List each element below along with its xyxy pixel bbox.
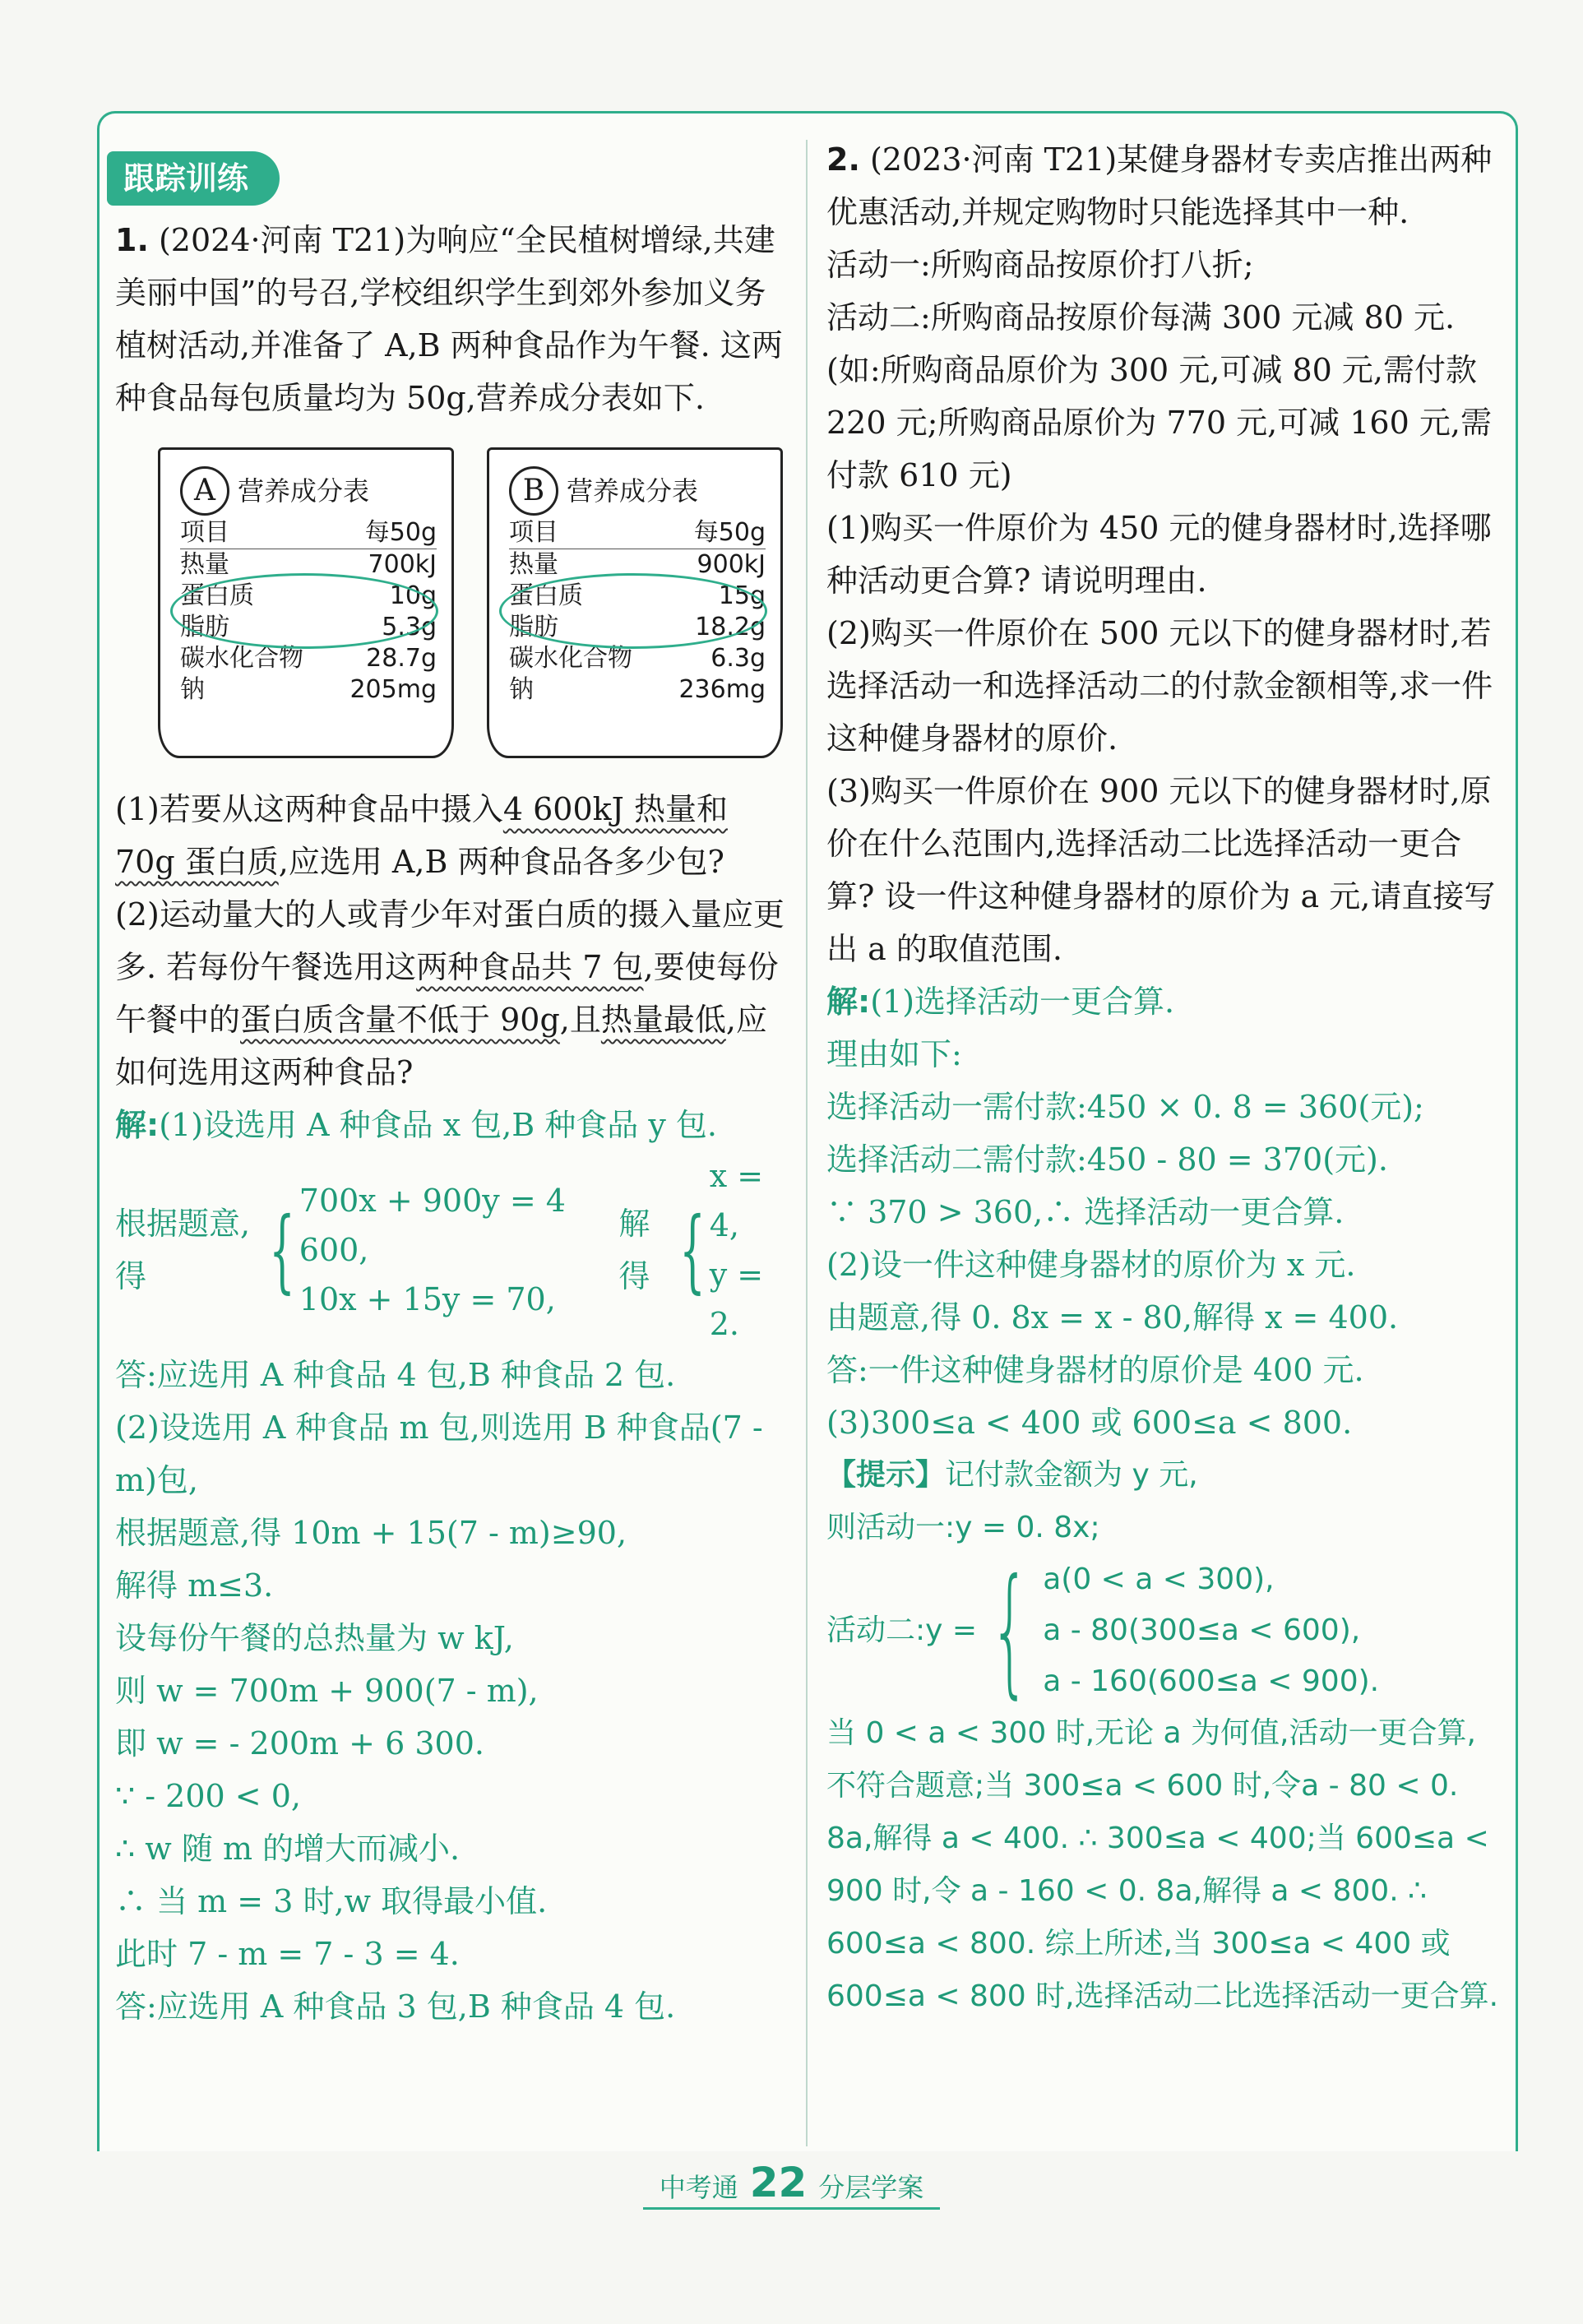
row-label: 碳水化合物 bbox=[180, 644, 303, 673]
table-title: 营养成分表 bbox=[238, 475, 370, 507]
activity-2: 活动二:所购商品按原价每满 300 元减 80 元. (如:所购商品原价为 300 元,可减 80 元,需付款 220 元;所购商品原价为 770 元,可减 160 元,需付款 610 元) bbox=[826, 299, 1492, 493]
text: (1)若要从这两种食品中摄入 bbox=[115, 791, 503, 827]
text: ,要使每份午餐中的 bbox=[115, 949, 779, 1038]
equation: 10x + 15y = 70, bbox=[299, 1281, 556, 1317]
hint-line: 记付款金额为 y 元, bbox=[945, 1458, 1198, 1492]
row-value: 5.3g bbox=[382, 613, 437, 641]
equation-system bbox=[115, 1151, 794, 1349]
row-value: 15g bbox=[718, 581, 766, 610]
row-value: 10g bbox=[389, 581, 437, 610]
food-a-logo: A bbox=[180, 466, 229, 516]
wavy-underline: 蛋白质含量不低于 90g bbox=[240, 1002, 560, 1038]
column-divider bbox=[806, 140, 808, 2146]
row-label: 钠 bbox=[180, 675, 205, 704]
solution-line: 理由如下: bbox=[826, 1036, 962, 1072]
question-1-number: 1. bbox=[115, 222, 149, 258]
row-value: 900kJ bbox=[697, 550, 766, 579]
nutrition-table-a bbox=[158, 447, 454, 758]
text: (2)运动量大的人或青少年对蛋白质的摄入量应更多. 若每份午餐选用这 bbox=[115, 896, 785, 985]
solution-label: 解: bbox=[826, 984, 871, 1020]
left-brace-icon: { bbox=[269, 1197, 295, 1303]
wavy-underline: 热量最低 bbox=[600, 1002, 726, 1038]
piece-case: a(0 < a < 300), bbox=[1043, 1562, 1275, 1596]
solution-line: 即 w = - 200m + 6 300. bbox=[115, 1725, 484, 1762]
row-value: 6.3g bbox=[710, 644, 766, 673]
food-b-logo: B bbox=[509, 466, 558, 516]
solution-line: 选择活动二需付款:450 - 80 = 370(元). bbox=[826, 1141, 1388, 1178]
solution-line: 答:应选用 A 种食品 4 包,B 种食品 2 包. bbox=[115, 1357, 676, 1393]
question-1-text: (2024·河南 T21)为响应“全民植树增绿,共建美丽中国”的号召,学校组织学生到郊外参加义务植树活动,并准备了 A,B 两种食品作为午餐. 这两种食品每包质量均为 50g,营养成分表如下. bbox=[115, 222, 783, 416]
solution-line: (1)选择活动一更合算. bbox=[870, 984, 1175, 1020]
question-1-solution bbox=[115, 1099, 794, 2033]
solution-line: 此时 7 - m = 7 - 3 = 4. bbox=[115, 1936, 460, 1972]
solution-line: 根据题意,得 10m + 15(7 - m)≥90, bbox=[115, 1515, 627, 1551]
row-value: 700kJ bbox=[368, 550, 437, 579]
section-badge: 跟踪训练 bbox=[107, 151, 280, 206]
left-brace-icon: { bbox=[989, 1549, 1030, 1712]
row-label: 钠 bbox=[509, 675, 534, 704]
question-2-text: (2023·河南 T21)某健身器材专卖店推出两种优惠活动,并规定购物时只能选择其中一种. bbox=[826, 141, 1493, 230]
solution-line: (2)设一件这种健身器材的原价为 x 元. bbox=[826, 1247, 1356, 1283]
footer-series: 分层学案 bbox=[818, 2172, 924, 2203]
left-brace-icon: { bbox=[678, 1197, 706, 1303]
page-number: 22 bbox=[749, 2159, 808, 2206]
row-label: 蛋白质 bbox=[509, 581, 583, 610]
table-header-unit: 每50g bbox=[693, 518, 766, 547]
nutrition-tables bbox=[158, 447, 794, 758]
hint-line: 活动二:y = bbox=[826, 1613, 978, 1647]
nutrition-table-b bbox=[487, 447, 783, 758]
question-2-part-3: (3)购买一件原价在 900 元以下的健身器材时,原价在什么范围内,选择活动二比选择活动一更合算? 设一件这种健身器材的原价为 a 元,请直接写出 a 的取值范围. bbox=[826, 773, 1496, 967]
solution-line: (3)300≤a < 400 或 600≤a < 800. bbox=[826, 1405, 1353, 1441]
row-value: 28.7g bbox=[366, 644, 437, 673]
hint-block bbox=[826, 1449, 1501, 2023]
solution-line: (1)设选用 A 种食品 x 包,B 种食品 y 包. bbox=[159, 1107, 718, 1143]
table-header-unit: 每50g bbox=[364, 518, 437, 547]
solution-label: 解: bbox=[115, 1107, 160, 1143]
activity-1: 活动一:所购商品按原价打八折; bbox=[826, 247, 1254, 283]
table-header-item: 项目 bbox=[180, 518, 229, 547]
question-2-solution bbox=[826, 975, 1501, 1449]
row-value: 236mg bbox=[678, 675, 766, 704]
left-column bbox=[115, 148, 794, 2033]
hint-tag: 【提示】 bbox=[826, 1458, 946, 1492]
question-2-part-2: (2)购买一件原价在 500 元以下的健身器材时,若选择活动一和选择活动二的付款金额相等,求一件这种健身器材的原价. bbox=[826, 615, 1493, 757]
solution-line: 根据题意,得 bbox=[115, 1206, 251, 1294]
row-label: 热量 bbox=[180, 550, 229, 579]
solution-line: 解得 bbox=[618, 1206, 650, 1294]
text: ,且 bbox=[559, 1002, 601, 1038]
row-value: 205mg bbox=[349, 675, 437, 704]
hint-line: 当 0 < a < 300 时,无论 a 为何值,活动一更合算,不符合题意;当 300≤a < 600 时,令a - 80 < 0. 8a,解得 a < 400. ∴ 300≤a < 400;当 600≤a < 900 时,令 a - 160 < 0. 8a,解得 a < 800. ∴ 600≤a < 800. 综上所述,当 300≤a < 400 或 600≤a < 800 时,选择活动二比选择活动一更合算. bbox=[826, 1716, 1499, 2013]
wavy-underline: 4 600kJ 热量和 70g 蛋白质 bbox=[115, 791, 728, 880]
solution-line: 由题意,得 0. 8x = x - 80,解得 x = 400. bbox=[826, 1299, 1399, 1336]
row-value: 18.2g bbox=[695, 613, 766, 641]
solution-line: 选择活动一需付款:450 × 0. 8 = 360(元); bbox=[826, 1089, 1424, 1125]
table-title: 营养成分表 bbox=[567, 475, 699, 507]
solution-line: 解得 m≤3. bbox=[115, 1567, 274, 1604]
solution-line: ∴ w 随 m 的增大而减小. bbox=[115, 1831, 461, 1867]
highlight-ellipse bbox=[499, 573, 767, 649]
piece-case: a - 80(300≤a < 600), bbox=[1043, 1613, 1361, 1647]
solution-line: 答:应选用 A 种食品 3 包,B 种食品 4 包. bbox=[115, 1988, 676, 2025]
question-1-part-2 bbox=[115, 888, 794, 1099]
row-label: 热量 bbox=[509, 550, 558, 579]
equation: y = 2. bbox=[709, 1257, 764, 1342]
piece-case: a - 160(600≤a < 900). bbox=[1043, 1664, 1380, 1698]
question-2-part-1: (1)购买一件原价为 450 元的健身器材时,选择哪种活动更合算? 请说明理由. bbox=[826, 510, 1492, 599]
solution-line: 则 w = 700m + 900(7 - m), bbox=[115, 1673, 539, 1709]
page-footer bbox=[0, 2161, 1583, 2210]
footer-brand: 中考通 bbox=[659, 2172, 738, 2203]
solution-line: ∴ 当 m = 3 时,w 取得最小值. bbox=[115, 1883, 548, 1919]
wavy-underline: 两种食品共 7 包 bbox=[416, 949, 644, 985]
table-header-item: 项目 bbox=[509, 518, 558, 547]
row-label: 脂肪 bbox=[509, 613, 558, 641]
hint-line: 则活动一:y = 0. 8x; bbox=[826, 1511, 1100, 1544]
question-1-part-1 bbox=[115, 783, 794, 888]
question-1-stem bbox=[115, 214, 794, 424]
row-label: 碳水化合物 bbox=[509, 644, 632, 673]
piecewise-function bbox=[826, 1549, 1501, 1712]
solution-line: 答:一件这种健身器材的原价是 400 元. bbox=[826, 1352, 1364, 1388]
text: ,应如何选用这两种食品? bbox=[115, 1002, 767, 1090]
text: ,应选用 A,B 两种食品各多少包? bbox=[278, 844, 724, 880]
solution-line: (2)设选用 A 种食品 m 包,则选用 B 种食品(7 - m)包, bbox=[115, 1410, 763, 1498]
solution-line: 设每份午餐的总热量为 w kJ, bbox=[115, 1620, 514, 1656]
right-column bbox=[826, 133, 1501, 2023]
equation: x = 4, bbox=[709, 1158, 764, 1243]
solution-line: ∵ 370 > 360,∴ 选择活动一更合算. bbox=[826, 1194, 1345, 1230]
solution-line: ∵ - 200 < 0, bbox=[115, 1778, 301, 1814]
row-label: 脂肪 bbox=[180, 613, 229, 641]
equation: 700x + 900y = 4 600, bbox=[299, 1183, 566, 1268]
question-2-stem bbox=[826, 133, 1501, 238]
question-2-number: 2. bbox=[826, 141, 860, 178]
highlight-ellipse bbox=[170, 573, 438, 649]
row-label: 蛋白质 bbox=[180, 581, 254, 610]
